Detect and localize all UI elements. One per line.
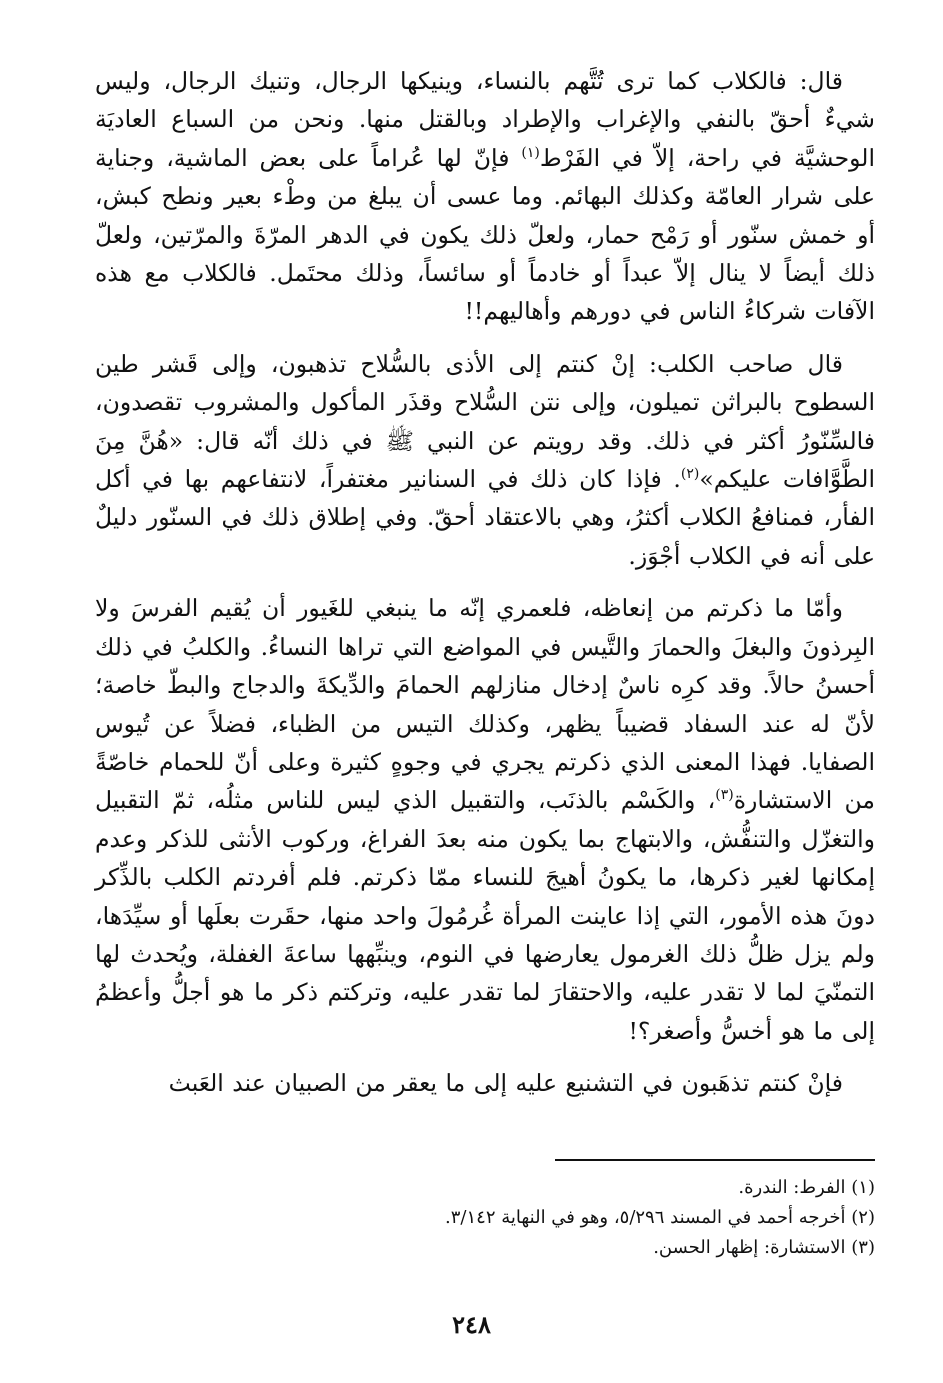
paragraph-4-text-start: فإنْ كنتم تذهَبون في التشنيع عليه إلى ما يعقر من الصبيان عند العَبث — [168, 1069, 843, 1098]
paragraph-1-text-start: قال: فالكلاب كما ترى تُتَّهم بالنساء، وينيكها الرجال، وتنيك الرجال، وليس شيءٌ أحقّ بالنفي والإغراب والإطراد وبالقتل منها. ونحن من السباع العاديَة الوحشيَّة في راحة، إلاّ في الفَرْط — [95, 67, 875, 172]
footnote-ref-3: (٣) — [715, 787, 734, 804]
paragraph-2-text-end: . فإذا كان ذلك في السنانير مغتفراً، لانتفاعهم بها في أكل الفأر، فمنافعُ الكلاب أكثرُ، وهي بالاعتقاد أحقّ. وفي إطلاق ذلك في السنّور دليلٌ على أنه في الكلاب أجْوَز. — [95, 465, 875, 570]
footnote-1: (١) الفرط: الندرة. — [738, 1177, 875, 1198]
page-number: ٢٤٨ — [452, 1310, 491, 1339]
paragraph-1 — [95, 62, 875, 331]
footnote-ref-1: (١) — [521, 144, 540, 161]
footnote-2: (٢) أخرجه أحمد في المسند ٥/٢٩٦، وهو في النهاية ٣/١٤٢. — [445, 1207, 875, 1228]
paragraph-3-text-start: وأمّا ما ذكرتم من إنعاظه، فلعمري إنّه ما ينبغي للغَيور أن يُقيم الفرسَ ولا البِرذونَ والبغلَ والحمارَ والتَّيس في المواضع التي تراها النساءُ. والكلبُ في ذلك أحسنُ حالاً. وقد كرِه ناسٌ إدخال منازلهم الحمامَ والدِّيكةَ والدجاج والبطّ خاصة؛ لأنّ له عند السفاد قضيباً يظهر، وكذلك التيس من الظباء، فضلاً عن تُيوس الصفايا. فهذا المعنى الذي ذكرتم يجري في وجوهٍ كثيرة وعلى أنّ للحمام خاصّةً من الاستشارة — [95, 594, 875, 815]
paragraph-1-text-end: فإنّ لها عُراماً على بعض الماشية، وجناية على شرار العامّة وكذلك البهائم. وما عسى أن يبلغ من وطْء بعير ونطح كبش، أو خمش سنّور أو رَمْح حمار، ولعلّ ذلك يكون في الدهر المرّةَ والمرّتين، ولعلّ ذلك أيضاً لا ينال إلاّ عبداً أو خادماً أو سائساً، وذلك محتَمل. فالكلاب مع هذه الآفات شركاءُ الناس في دورهم وأهاليهم!! — [95, 143, 875, 326]
paragraph-3-text-end: ، والكَسْم بالذنَب، والتقبيل الذي ليس للناس مثلُه، ثمّ التقبيل والتغزّل والتنفُّش، والابتهاج بما يكون منه بعدَ الفراغ، وركوب الأنثى للذكر وعدم إمكانها لغير ذكرها، ما يكونُ أهيجَ للنساء ممّا ذكرتم. فلم أفردتم الكلب بالذِّكر دونَ هذه الأمور، التي إذا عاينت المرأة غُرمُولَ واحد منها، حقَرت بعلَها أو سيِّدَها، ولم يزل ظلُّ ذلك الغرمول يعارضها في النوم، وينبِّهها ساعةَ الغفلة، ويُحدث لها التمنّيَ لما لا تقدر عليه، والاحتقارَ لما تقدر عليه، وتركتم ذكر ما هو أجلُّ وأعظمُ إلى ما هو أخسُّ وأصغر؟! — [95, 786, 875, 1045]
main-text — [95, 62, 875, 1103]
paragraph-3 — [95, 589, 875, 1050]
footnote-divider — [555, 1159, 875, 1161]
paragraph-2-text-start: قال صاحب الكلب: إنْ كنتم إلى الأذى بالسُّلاح تذهبون، وإلى قَشر طين السطوح بالبراثن تميلون، وإلى نتن السُّلاح وقذَر المأكول والمشروب تقصدون، فالسِّنّورُ أكثر في ذلك. وقد رويتم عن النبي ﷺ في ذلك أنّه قال: «هُنَّ مِنَ الطَّوَّافات عليكم» — [95, 349, 875, 494]
paragraph-2 — [95, 345, 875, 575]
footnotes — [175, 1173, 875, 1263]
footnote-3: (٣) الاستشارة: إظهار الحسن. — [653, 1237, 875, 1258]
footnote-ref-2: (٢) — [680, 466, 700, 483]
paragraph-4 — [95, 1064, 875, 1102]
